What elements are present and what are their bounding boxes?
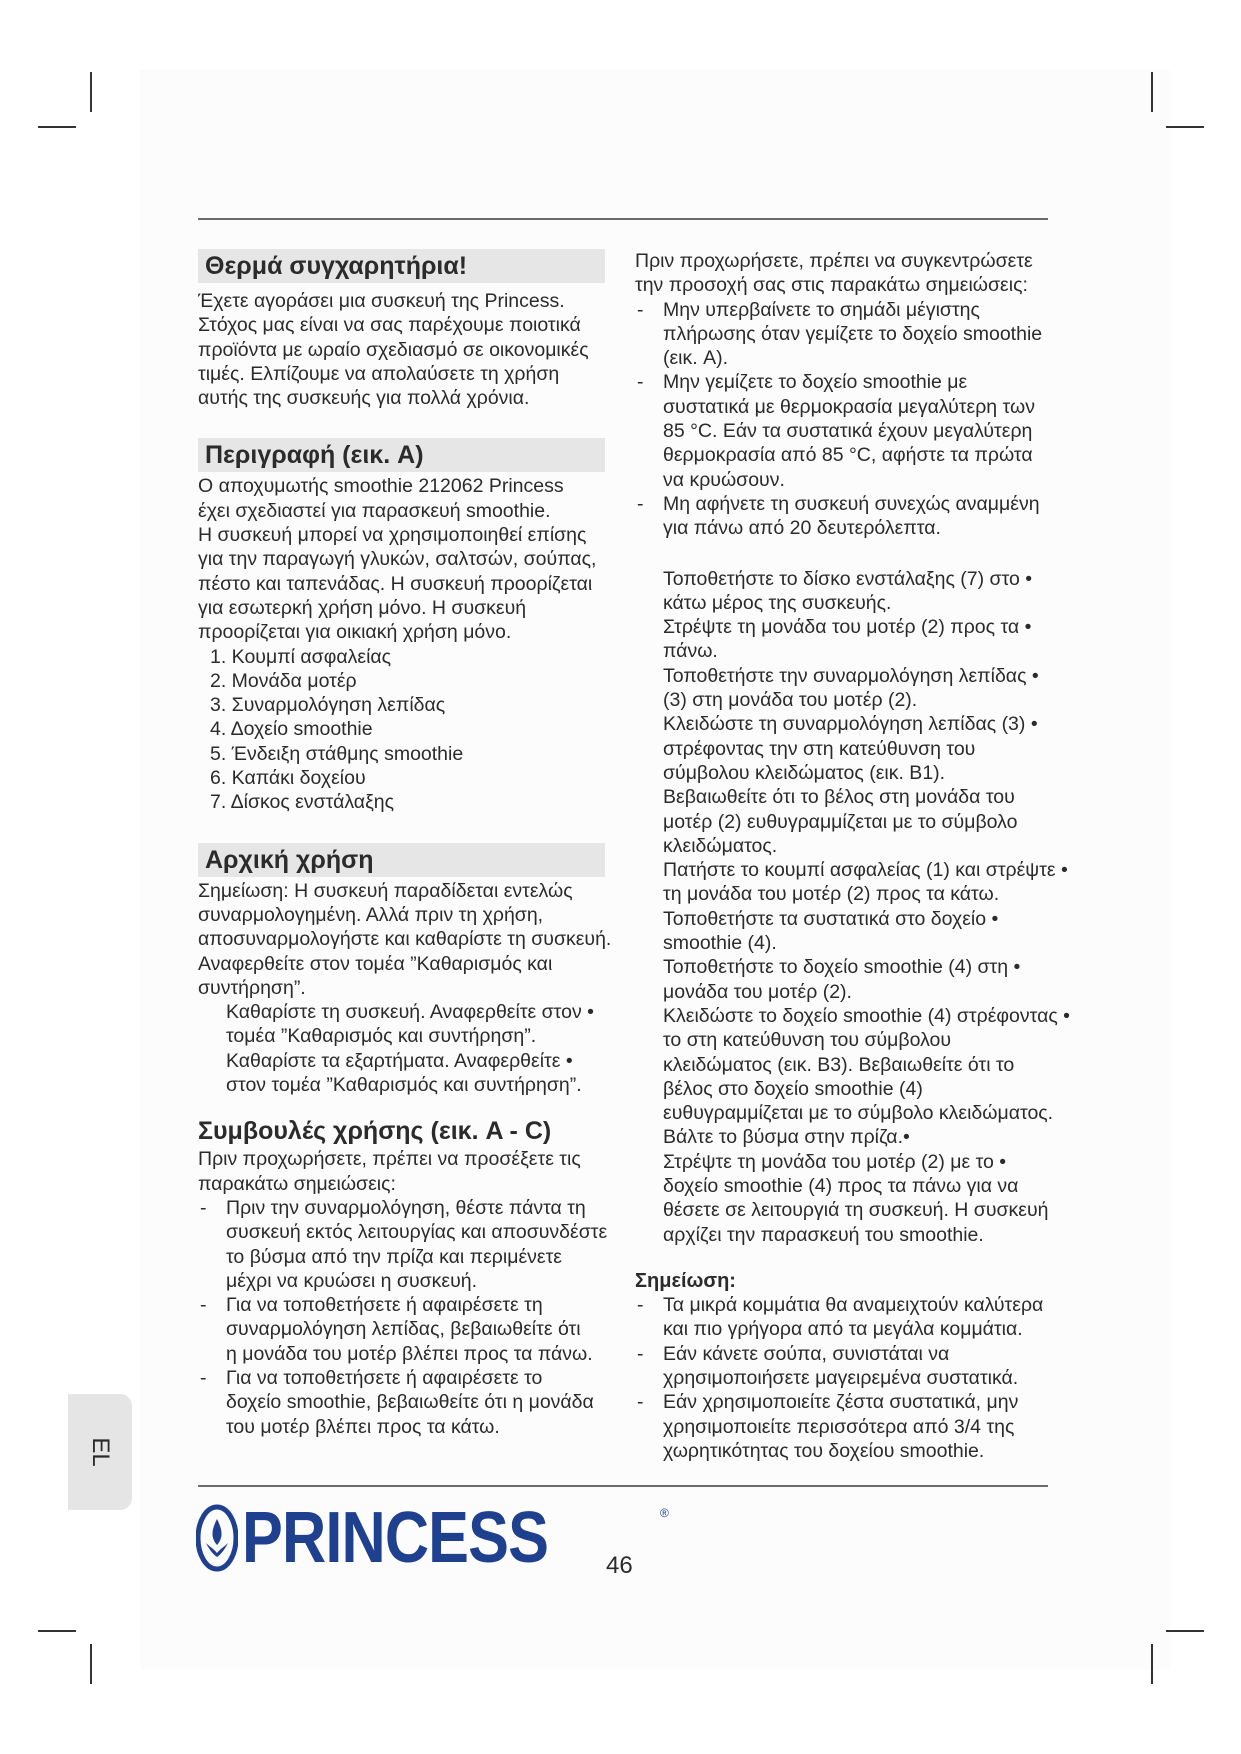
dash-marker: -: [637, 1342, 644, 1365]
item-line: συναρμολόγηση λεπίδας, βεβαιωθείτε ότι: [226, 1318, 581, 1341]
warnings-list-item: [635, 492, 1085, 541]
item-line: χωρητικότητας του δοχείου smoothie.: [663, 1439, 985, 1462]
step-line: smoothie (4).: [663, 932, 777, 955]
step-line: Βεβαιωθείτε ότι το βέλος στη μονάδα του: [663, 786, 1015, 809]
paragraph-line: για την παραγωγή γλυκών, σαλτσών, σούπας,: [198, 548, 597, 571]
item-line: δοχείο smoothie, βεβαιωθείτε ότι η μονάδα: [226, 1391, 594, 1414]
note-list-item: [635, 1390, 1085, 1463]
section-heading-description: Περιγραφή (εικ. A): [198, 438, 605, 472]
step-line: δοχείο smoothie (4) προς τα πάνω για να: [663, 1174, 1019, 1197]
parts-list-item: 5. Ένδειξη στάθμης smoothie: [210, 742, 464, 765]
step-line: Τοποθετήστε τα συστατικά στο δοχείο •: [663, 907, 999, 930]
warnings-list: [635, 298, 1085, 541]
bottom-rule: [198, 1485, 1048, 1487]
item-line: να κρυώσουν.: [663, 468, 785, 491]
right-column: [635, 249, 1085, 1463]
item-line: το βύσμα από την πρίζα και περιμένετε: [226, 1245, 562, 1268]
paragraph-line: παρακάτω σημειώσεις:: [198, 1172, 396, 1195]
page-number: 46: [606, 1552, 633, 1579]
tips-list-item: [198, 1293, 623, 1366]
registered-mark: ®: [660, 1506, 669, 1520]
paragraph-line: την προσοχή σας στις παρακάτω σημειώσεις:: [635, 274, 1028, 297]
item-line: για πάνω από 20 δευτερόλεπτα.: [663, 517, 941, 540]
paragraph-line: Η συσκευή μπορεί να χρησιμοποιηθεί επίσης: [198, 524, 587, 547]
paragraph-line: για εσωτερκή χρήση μόνο. Η συσκευή: [198, 596, 527, 619]
item-line: Μην υπερβαίνετε το σημάδι μέγιστης: [663, 298, 980, 321]
assembly-steps: [635, 567, 1085, 1247]
warnings-list-item: [635, 298, 1085, 371]
dash-marker: -: [200, 1196, 207, 1219]
parts-list-item: 6. Καπάκι δοχείου: [210, 767, 366, 790]
item-line: πλήρωσης όταν γεμίζετε το δοχείο smoothie: [663, 322, 1043, 345]
top-rule: [198, 218, 1048, 220]
step-line: τη μονάδα του μοτέρ (2) προς τα κάτω.: [663, 883, 1000, 906]
step-line: Καθαρίστε τη συσκευή. Αναφερθείτε στον •: [226, 1001, 594, 1024]
tips-list-item: [198, 1196, 623, 1293]
step-line: τομέα ”Καθαρισμός και συντήρηση”.: [226, 1025, 537, 1048]
paragraph-line: αυτής της συσκευής για πολλά χρόνια.: [198, 387, 530, 410]
dash-marker: -: [637, 298, 644, 321]
step-line: Τοποθετήστε το δοχείο smoothie (4) στη •: [663, 956, 1021, 979]
paragraph-line: Πριν προχωρήσετε, πρέπει να συγκεντρώσετε: [635, 250, 1033, 272]
dash-marker: -: [200, 1366, 207, 1389]
dash-marker: -: [637, 492, 644, 515]
item-line: Για να τοποθετήσετε ή αφαιρέσετε τη: [226, 1294, 543, 1317]
paragraph-line: προορίζεται για οικιακή χρήση μόνο.: [198, 621, 512, 644]
step-line: Καθαρίστε τα εξαρτήματα. Αναφερθείτε •: [226, 1049, 573, 1072]
step-line: Στρέψτε τη μονάδα του μοτέρ (2) προς τα •: [663, 616, 1032, 639]
item-line: Τα μικρά κομμάτια θα αναμειχτούν καλύτερα: [663, 1294, 1044, 1317]
step-line: (3) στη μονάδα του μοτέρ (2).: [663, 689, 918, 712]
left-column: [198, 249, 623, 1439]
paragraph-line: Σημείωση: Η συσκευή παραδίδεται εντελώς: [198, 879, 573, 902]
parts-list-item: 2. Μονάδα μοτέρ: [210, 669, 357, 692]
step-line: βέλος στο δοχείο smoothie (4): [663, 1077, 923, 1100]
paragraph-line: έχει σχεδιαστεί για παρασκευή smoothie.: [198, 499, 551, 522]
paragraph-line: Έχετε αγοράσει μια συσκευή της Princess.: [198, 290, 565, 312]
step-line: αρχίζει την παρασκευή του smoothie.: [663, 1223, 984, 1246]
step-line: κάτω μέρος της συσκευής.: [663, 591, 892, 614]
paragraph-line: συναρμολογημένη. Αλλά πριν τη χρήση,: [198, 903, 544, 926]
step-line: πάνω.: [663, 640, 718, 663]
item-line: Εάν κάνετε σούπα, συνιστάται να: [663, 1342, 950, 1365]
tips-list: [198, 1196, 623, 1439]
step-line: θέσετε σε λειτουργιά τη συσκευή. Η συσκευή: [663, 1199, 1049, 1222]
step-line: ευθυγραμμίζεται με το σύμβολο κλειδώματος.: [663, 1102, 1054, 1125]
note-list-item: [635, 1342, 1085, 1391]
item-line: μέχρι να κρυώσει η συσκευή.: [226, 1269, 478, 1292]
item-line: Εάν χρησιμοποιείτε ζέστα συστατικά, μην: [663, 1391, 1019, 1414]
dash-marker: -: [200, 1294, 207, 1317]
parts-list: [198, 645, 623, 815]
step-line: Κλειδώστε τη συναρμολόγηση λεπίδας (3) •: [663, 713, 1038, 736]
item-line: 85 °C. Εάν τα συστατικά έχουν μεγαλύτερη: [663, 420, 1033, 443]
step-line: Στρέψτε τη μονάδα του μοτέρ (2) με το •: [663, 1150, 1007, 1173]
dash-marker: -: [637, 371, 644, 394]
item-line: χρησιμοποιείτε περισσότερα από 3/4 της: [663, 1415, 1015, 1438]
brand-wordmark: PRINCESS: [242, 1498, 549, 1578]
step-line: κλειδώματος (εικ. B3). Βεβαιωθείτε ότι το: [663, 1053, 1015, 1076]
item-line: χρησιμοποιήσετε μαγειρεμένα συστατικά.: [663, 1367, 1019, 1390]
crop-mark: [1151, 72, 1153, 112]
step-line: σύμβολου κλειδώματος (εικ. B1).: [663, 761, 946, 784]
paragraph-line: Ο αποχυμωτής smoothie 212062 Princess: [198, 475, 564, 498]
tips-list-item: [198, 1366, 623, 1439]
item-line: (εικ. A).: [663, 347, 729, 370]
dash-marker: -: [637, 1391, 644, 1414]
item-line: Για να τοποθετήσετε ή αφαιρέσετε το: [226, 1366, 543, 1389]
paragraph-line: τιμές. Ελπίζουμε να απολαύσετε τη χρήση: [198, 362, 560, 385]
item-line: συστατικά με θερμοκρασία μεγαλύτερη των: [663, 395, 1035, 418]
section-heading-tips: Συμβουλές χρήσης (εικ. A - C): [198, 1117, 552, 1146]
language-tab: [68, 1394, 132, 1510]
step-line: Τοποθετήστε το δίσκο ενστάλαξης (7) στο •: [663, 567, 1033, 590]
step-line: Τοποθετήστε την συναρμολόγηση λεπίδας •: [663, 664, 1039, 687]
item-line: και πιο γρήγορα από τα μεγάλα κομμάτια.: [663, 1318, 1023, 1341]
crown-emblem-icon: [196, 1503, 238, 1573]
note-list-item: [635, 1293, 1085, 1342]
paragraph-line: πέστο και ταπενάδας. Η συσκευή προορίζεται: [198, 572, 593, 595]
dash-marker: -: [637, 1294, 644, 1317]
item-line: Μην γεμίζετε το δοχείο smoothie με: [663, 371, 968, 394]
section-heading-first-use: Αρχική χρήση: [198, 843, 605, 877]
crop-mark: [1151, 1644, 1153, 1684]
parts-list-item: 7. Δίσκος ενστάλαξης: [210, 791, 395, 814]
item-line: η μονάδα του μοτέρ βλέπει προς τα πάνω.: [226, 1342, 593, 1365]
step-line: μονάδα του μοτέρ (2).: [663, 980, 852, 1003]
parts-list-item: 4. Δοχείο smoothie: [210, 718, 373, 741]
paragraph-line: Αναφερθείτε στον τομέα ”Καθαρισμός και: [198, 952, 553, 975]
paragraph-line: Πριν προχωρήσετε, πρέπει να προσέξετε τις: [198, 1148, 581, 1171]
item-line: Πριν την συναρμολόγηση, θέστε πάντα τη: [226, 1196, 586, 1219]
paragraph-line: αποσυναρμολογήστε και καθαρίστε τη συσκευή.: [198, 928, 612, 951]
crop-mark: [38, 126, 76, 128]
parts-list-item: 3. Συναρμολόγηση λεπίδας: [210, 694, 446, 717]
item-line: συσκευή εκτός λειτουργίας και αποσυνδέστε: [226, 1221, 608, 1244]
language-tab-label: EL: [87, 1437, 114, 1467]
step-line: μοτέρ (2) ευθυγραμμίζεται με το σύμβολο: [663, 810, 1018, 833]
section-heading-congratulations: Θερμά συγχαρητήρια!: [198, 249, 605, 283]
crop-mark: [38, 1630, 76, 1632]
item-line: Μη αφήνετε τη συσκευή συνεχώς αναμμένη: [663, 492, 1040, 515]
step-line: στον τομέα ”Καθαρισμός και συντήρηση”.: [226, 1074, 582, 1097]
paragraph-line: προϊόντα με ωραίο σχεδιασμό σε οικονομικές: [198, 338, 589, 361]
item-line: του μοτέρ βλέπει προς τα κάτω.: [226, 1415, 500, 1438]
crop-mark: [1166, 1630, 1204, 1632]
step-line: στρέφοντας την στη κατεύθυνση του: [663, 737, 976, 760]
item-line: θερμοκρασία από 85 °C, αφήστε τα πρώτα: [663, 444, 1033, 467]
step-line: το στη κατεύθυνση του σύμβολου: [663, 1029, 952, 1052]
parts-list-item: 1. Κουμπί ασφαλείας: [210, 645, 392, 668]
step-line: Πατήστε το κουμπί ασφαλείας (1) και στρέψτε •: [663, 859, 1068, 882]
step-line: Κλειδώστε το δοχείο smoothie (4) στρέφοντας •: [663, 1004, 1070, 1027]
paragraph-line: συντήρηση”.: [198, 976, 306, 999]
note-heading: Σημείωση:: [635, 1269, 736, 1292]
crop-mark: [90, 72, 92, 112]
note-list: [635, 1293, 1085, 1463]
step-line: Βάλτε το βύσμα στην πρίζα.•: [663, 1126, 910, 1149]
paragraph-line: Στόχος μας είναι να σας παρέχουμε ποιοτικά: [198, 314, 581, 337]
crop-mark: [1166, 126, 1204, 128]
crop-mark: [90, 1644, 92, 1684]
warnings-list-item: [635, 370, 1085, 491]
step-line: κλειδώματος.: [663, 834, 778, 857]
